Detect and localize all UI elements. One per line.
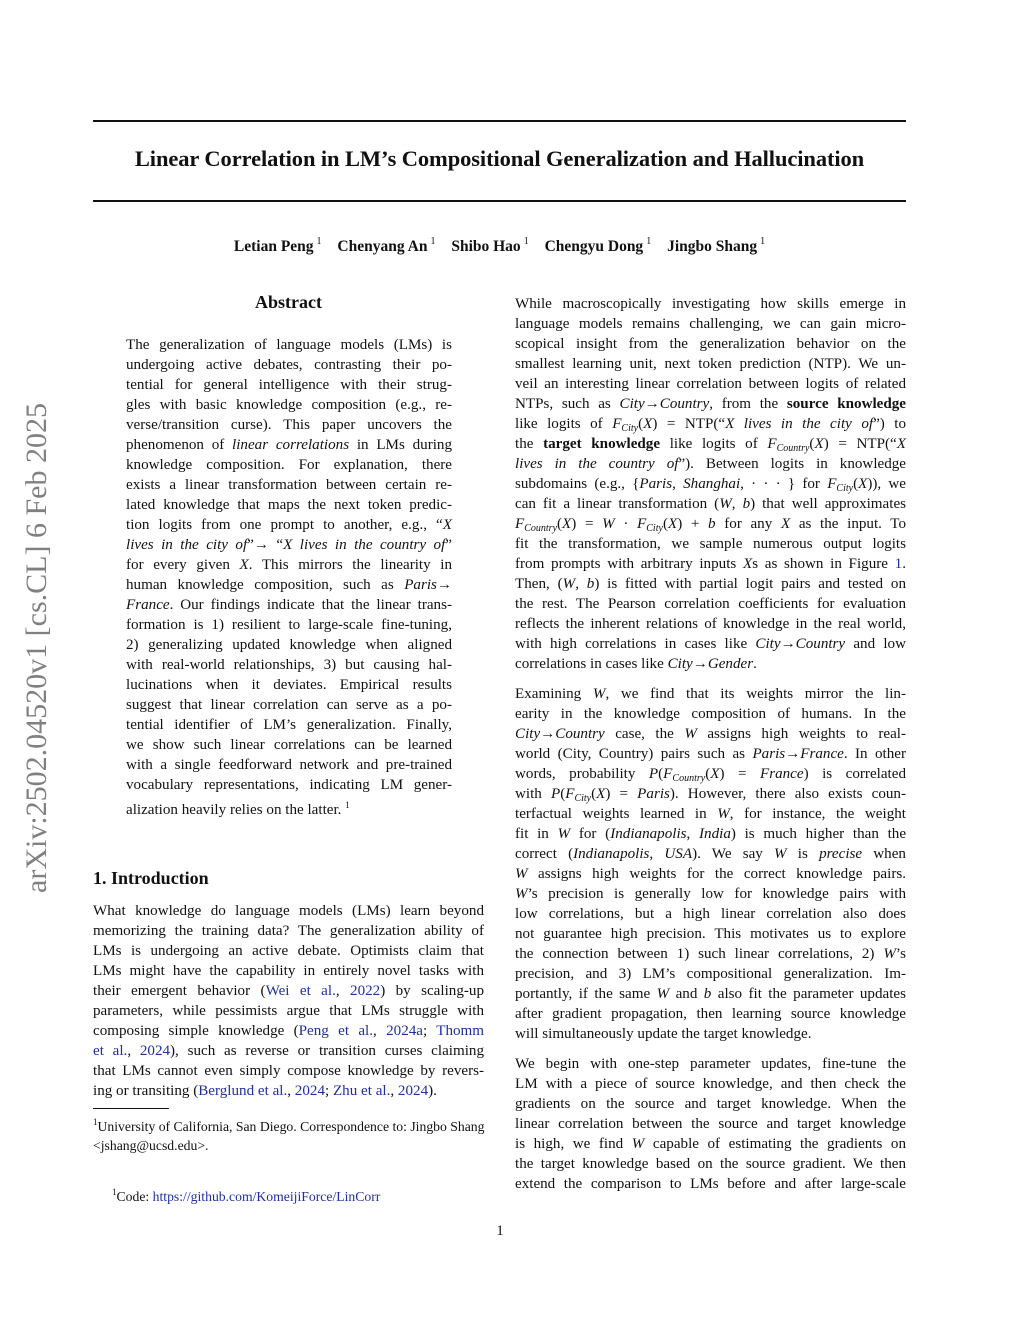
section-heading: 1. Introduction (93, 868, 209, 888)
abstract-heading: Abstract (255, 292, 322, 312)
top-rule (93, 120, 906, 122)
abstract-text: The generalization of language models (LMs) is undergoing active debates, contrasting their po- tential for general intelligence with their strug- gles with basic knowledge composition (e.g., re- verse/transition curse). This paper uncovers the phenomenon of linear correlations in LMs during knowledge composition. For explanation, there exists a linear transformation between certain re- lated knowledge that maps the next token predic- tion logits from one prompt to another, e.g., “X lives in the city of”→ “X lives in the country of” for every given X. This mirrors the linearity in human knowledge composition, such as Paris→ France. Our findings indicate that the linear trans- formation is 1) resilient to large-scale fine-tuning, 2) generalizing updated knowledge when aligned with real-world relationships, 3) but causing hal- lucinations when it deviates. Empirical results suggest that linear correlation can serve as a po- tential identifier of LM’s generalization. Finally, we show such linear correlations can be learned with a single feedforward network and pre-trained vocabulary representations, indicating LM gener- alization heavily relies on the latter. $^1$ (126, 337, 453, 818)
author-list (93, 236, 906, 256)
footnote: $^1$University of California, San Diego. Correspondence to: Jingbo Shang <jshang@ucsd.edu>. (93, 1117, 485, 1153)
author: Letian Peng $^1$ (233, 236, 322, 255)
author: Chengyu Dong $^1$ (544, 236, 652, 255)
author: Jingbo Shang $^1$ (667, 236, 766, 255)
page-number: 1 (496, 1223, 504, 1239)
arxiv-identifier: arXiv:2502.04520v1 [cs.CL] 6 Feb 2025 (20, 403, 53, 893)
author: Shibo Hao $^1$ (451, 236, 529, 255)
footnote-rule (93, 1108, 169, 1109)
paper-title: Linear Correlation in LM’s Compositional Generalization and Hallucination (134, 146, 865, 171)
title-bottom-rule (93, 200, 906, 202)
code-link[interactable]: https://github.com/KomeijiForce/LinCorr (152, 1189, 381, 1204)
author: Chenyang An $^1$ (337, 236, 436, 255)
intro-text: What knowledge do language models (LMs) learn beyond memorizing the training data? The generalization ability of LMs is undergoing an active debate. Optimists claim that LMs might have the capability in entirely novel tasks with their emergent behavior (Wei et al., 2022) by scaling-up parameters, while pessimists argue that LMs struggle with composing simple knowledge (Peng et al., 2024a; Thomm et al., 2024), such as reverse or transition curses claiming that LMs cannot even simply compose knowledge by revers- ing or transiting (Berglund et al., 2024; Zhu et al., 2024). (93, 903, 485, 1099)
footnote: $^1$Code: https://github.com/KomeijiForce/LinCorr (112, 1187, 381, 1204)
right-column-text: While macroscopically investigating how skills emerge in language models remains challenging, we can gain micro- scopical insight from the generalization behavior on the smallest learning unit, next token prediction (NTP). We un- veil an interesting linear correlation between logits of related NTPs, such as City→Country, from the source knowledge like logits of $F_{City}(X)$ = NTP(“X lives in the city of”) to the target knowledge like logits of $F_{Country}(X)$ = NTP(“X lives in the country of”). Between logits in knowledge subdomains (e.g., {Paris, Shanghai, · · · } for $F_{City}(X)$), we can fit a linear transformation (W, b) that well approximates $F_{Country}(X) = W \cdot F_{City}(X) + b$ for any X as the input. To fit the transformation, we sample numerous output logits from prompts with arbitrary inputs Xs as shown in Figure 1. Then, (W, b) is fitted with partial logit pairs and tested on the rest. The Pearson correlation coefficients for evaluation reflects the inherent relations of knowledge in the real world, with high correlations in cases like City→Country and low correlations in cases like City→Gender. Examining W, we find that its weights mirror the lin- earity in the knowledge composition of humans. In the City→Country case, the W assigns high weights to real- world (City, Country) pairs such as Paris→France. In other words, probability $P(F_{Country}(X)$ = France) is correlated with $P(F_{City}(X)$ = Paris). However, there also exists coun- terfactual weights learned in W, for instance, the weight fit in W for (Indianapolis, India) is much higher than the correct (Indianapolis, USA). We say W is precise when W assigns high weights for the correct knowledge pairs. W’s precision is generally low for knowledge pairs with low correlations, but a high linear correlation also does not guarantee high precision. This motivates us to explore the connection between 1) such linear correlations, 2) W’s precision, and 3) LM’s compositional generalization. Im- portantly, if the same W and b also fit the parameter updates after gradient propagation, then learning source knowledge will simultaneously update the target knowledge. We begin with one-step parameter updates, fine-tune the LM with a piece of source knowledge, and then check the gradients on the source and target knowledge. When the linear correlation between the source and target knowledge is high, we find W capable of estimating the gradients on the target knowledge based on the source gradient. We then extend the comparison to LMs before and after large-scale (515, 296, 907, 1192)
